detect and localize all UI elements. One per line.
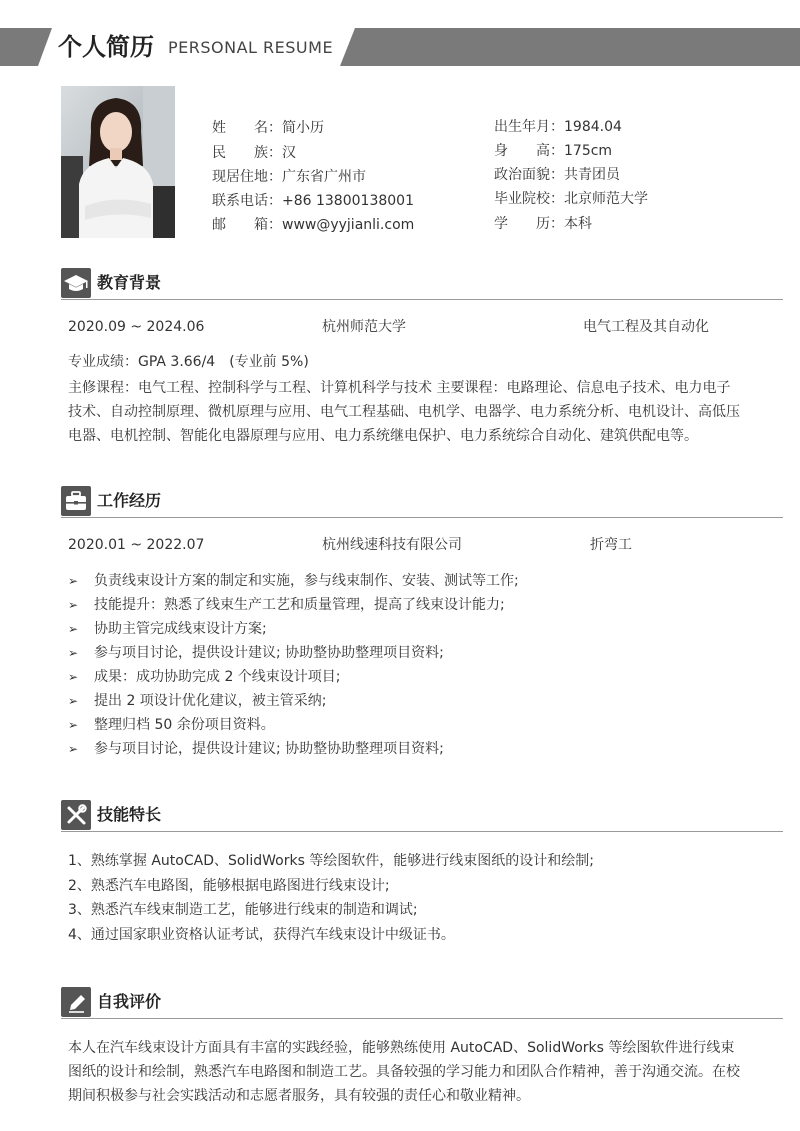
arrow-bullet-icon: ➢ [68, 718, 79, 732]
skill-item: 3、熟悉汽车线束制造工艺，能够进行线束的制造和调试; [68, 902, 418, 918]
info-phone [212, 191, 414, 211]
education-title: 教育背景 [97, 273, 162, 292]
work-title: 工作经历 [97, 491, 162, 510]
profile-photo [61, 86, 175, 238]
bullet-text: 整理归档 50 余份项目资料。 [94, 717, 275, 733]
bullet-text: 提出 2 项设计优化建议，被主管采纳; [94, 693, 327, 709]
education-major: 电气工程及其自动化 [583, 319, 709, 335]
info-politics-value: 共青团员 [564, 167, 620, 183]
arrow-bullet-icon: ➢ [68, 622, 79, 636]
info-degree-value: 本科 [564, 216, 592, 232]
info-politics [494, 165, 620, 185]
skills-title: 技能特长 [97, 805, 162, 824]
info-height-label: 身 高： [494, 143, 564, 159]
bullet-text: 技能提升：熟悉了线束生产工艺和质量管理，提高了线束设计能力; [94, 597, 505, 613]
info-email-label: 邮 箱： [212, 217, 282, 233]
education-school: 杭州师范大学 [322, 319, 406, 335]
list-item [68, 713, 768, 737]
list-item [68, 737, 768, 761]
list-item [68, 569, 768, 593]
info-residence [212, 167, 366, 187]
info-name [212, 118, 324, 138]
info-birth-label: 出生年月： [494, 119, 564, 135]
info-degree-label: 学 历： [494, 216, 564, 232]
self-eval-title: 自我评价 [97, 992, 162, 1011]
list-item [68, 617, 768, 641]
tools-icon [61, 800, 91, 830]
bullet-text: 参与项目讨论，提供设计建议; 协助整协助整理项目资料; [94, 741, 444, 757]
education-courses-line: 电器、电机控制、智能化电器原理与应用、电力系统继电保护、电力系统综合自动化、建筑供配电等。 [68, 428, 698, 444]
info-ethnicity-label: 民 族： [212, 145, 282, 161]
arrow-bullet-icon: ➢ [68, 646, 79, 660]
bullet-text: 成果：成功协助完成 2 个线束设计项目; [94, 669, 341, 685]
skill-item: 2、熟悉汽车电路图，能够根据电路图进行线束设计; [68, 878, 390, 894]
info-school [494, 189, 648, 209]
briefcase-icon [61, 486, 91, 516]
work-period: 2020.01 ~ 2022.07 [68, 537, 205, 553]
info-residence-label: 现居住地： [212, 169, 282, 185]
arrow-bullet-icon: ➢ [68, 670, 79, 684]
education-courses-line: 技术、自动控制原理、微机原理与应用、电气工程基础、电机学、电器学、电力系统分析、电机设计、高低压 [68, 404, 740, 420]
info-ethnicity-value: 汉 [282, 145, 296, 161]
arrow-bullet-icon: ➢ [68, 574, 79, 588]
arrow-bullet-icon: ➢ [68, 742, 79, 756]
info-birth [494, 117, 622, 137]
work-company: 杭州线速科技有限公司 [322, 537, 462, 553]
skills-divider [61, 831, 783, 832]
info-email-value[interactable]: www@yyjianli.com [282, 217, 415, 233]
info-ethnicity [212, 143, 296, 163]
bullet-text: 负责线束设计方案的制定和实施，参与线束制作、安装、测试等工作; [94, 573, 519, 589]
skill-item: 4、通过国家职业资格认证考试，获得汽车线束设计中级证书。 [68, 927, 455, 943]
bullet-text: 参与项目讨论，提供设计建议; 协助整协助整理项目资料; [94, 645, 444, 661]
info-name-label: 姓 名： [212, 120, 282, 136]
list-item [68, 593, 768, 617]
resume-subtitle: PERSONAL RESUME [168, 38, 334, 57]
self-eval-line: 图纸的设计和绘制，熟悉汽车电路图和制造工艺。具备较强的学习能力和团队合作精神，善于沟通交流。在校 [68, 1064, 740, 1080]
education-gpa: 专业成绩：GPA 3.66/4 (专业前 5%) [68, 354, 309, 370]
info-phone-value: +86 13800138001 [282, 193, 414, 209]
list-item [68, 665, 768, 689]
info-phone-label: 联系电话： [212, 193, 282, 209]
info-height [494, 141, 612, 161]
info-birth-value: 1984.04 [564, 119, 622, 135]
work-divider [61, 517, 783, 518]
arrow-bullet-icon: ➢ [68, 694, 79, 708]
arrow-bullet-icon: ➢ [68, 598, 79, 612]
list-item [68, 641, 768, 665]
info-degree [494, 214, 592, 234]
info-school-label: 毕业院校： [494, 191, 564, 207]
resume-title: 个人简历 [58, 33, 154, 61]
skill-item: 1、熟练掌握 AutoCAD、SolidWorks 等绘图软件，能够进行线束图纸的设计和绘制; [68, 853, 595, 869]
info-height-value: 175cm [564, 143, 613, 159]
self-eval-line: 本人在汽车线束设计方面具有丰富的实践经验，能够熟练使用 AutoCAD、SolidWorks 等绘图软件进行线束 [68, 1040, 735, 1056]
list-item [68, 689, 768, 713]
self-eval-line: 期间积极参与社会实践活动和志愿者服务，具有较强的责任心和敬业精神。 [68, 1088, 530, 1104]
education-period: 2020.09 ~ 2024.06 [68, 319, 205, 335]
pen-icon [61, 987, 91, 1017]
info-name-value: 简小历 [282, 120, 324, 136]
graduation-cap-icon [61, 268, 91, 298]
work-position: 折弯工 [590, 537, 632, 553]
info-school-value: 北京师范大学 [564, 191, 648, 207]
work-bullet-list [68, 569, 768, 761]
self-eval-divider [61, 1018, 783, 1019]
bullet-text: 协助主管完成线束设计方案; [94, 621, 267, 637]
info-politics-label: 政治面貌： [494, 167, 564, 183]
info-residence-value: 广东省广州市 [282, 169, 366, 185]
education-divider [61, 299, 783, 300]
education-courses-line: 主修课程：电气工程、控制科学与工程、计算机科学与技术 主要课程：电路理论、信息电子技术、电力电子 [68, 380, 731, 396]
info-email [212, 215, 414, 235]
